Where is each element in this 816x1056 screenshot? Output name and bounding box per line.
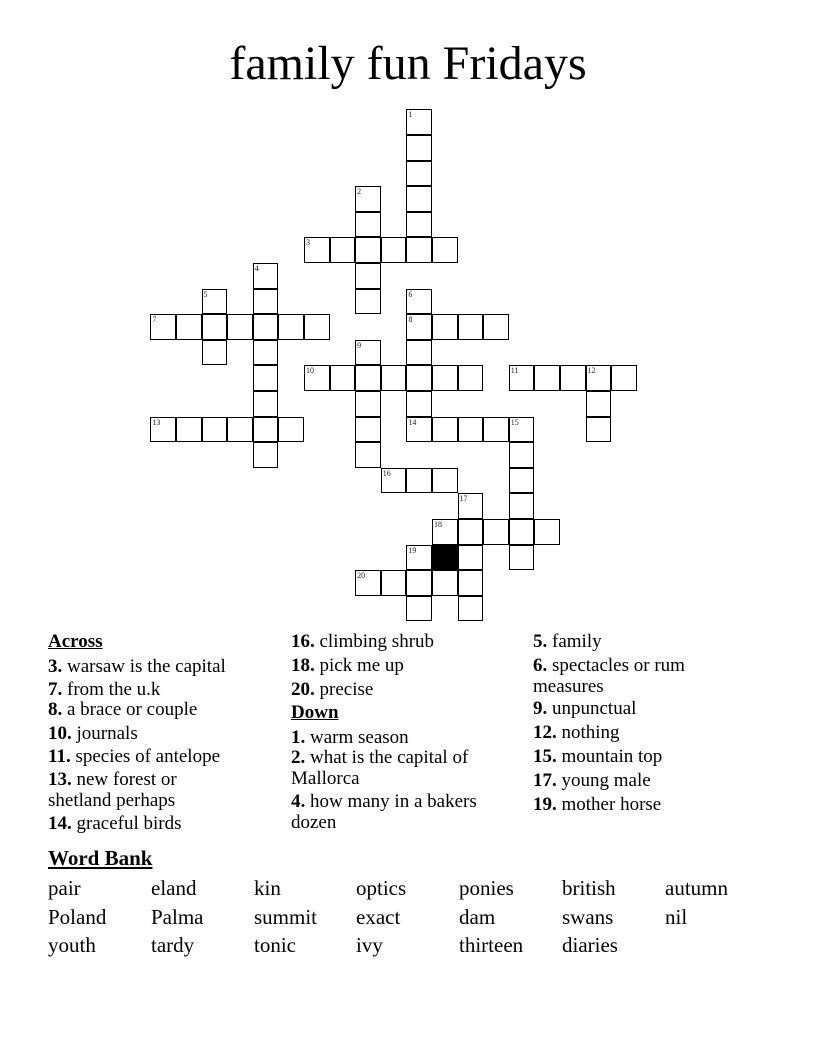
grid-cell[interactable] xyxy=(304,314,330,340)
grid-cell[interactable] xyxy=(432,417,458,443)
grid-cell[interactable] xyxy=(253,365,279,391)
grid-cell[interactable] xyxy=(355,391,381,417)
grid-cell[interactable] xyxy=(202,314,228,340)
grid-cell[interactable] xyxy=(509,519,535,545)
word-bank-word: Palma xyxy=(151,904,204,929)
clue-number: 2 xyxy=(357,187,362,197)
clue-number: 16 xyxy=(382,468,391,478)
word-bank-word: ponies xyxy=(459,876,514,900)
clue-number: 17 xyxy=(459,494,468,504)
clue-down-6: 6. spectacles or rum measures xyxy=(533,655,685,697)
clue-number: 5 xyxy=(203,289,208,299)
clue-down-15: 15. mountain top xyxy=(533,746,663,767)
grid-cell[interactable] xyxy=(381,570,407,596)
clue-across-7: 7. from the u.k xyxy=(48,679,161,700)
clue-across-13: 13. new forest or shetland perhaps xyxy=(48,769,177,811)
word-bank-word: diaries xyxy=(562,933,618,957)
grid-cell[interactable] xyxy=(534,365,560,391)
grid-cell[interactable] xyxy=(586,365,612,391)
grid-cell[interactable] xyxy=(458,570,484,596)
grid-cell[interactable] xyxy=(330,237,356,263)
grid-cell[interactable] xyxy=(560,365,586,391)
grid-cell[interactable] xyxy=(406,161,432,187)
word-bank-title: Word Bank xyxy=(48,846,153,870)
clue-number: 3 xyxy=(305,238,310,248)
grid-cell[interactable] xyxy=(458,417,484,443)
grid-cell[interactable] xyxy=(253,289,279,315)
grid-cell[interactable] xyxy=(253,442,279,468)
word-bank-word: summit xyxy=(254,904,318,929)
grid-cell[interactable] xyxy=(355,442,381,468)
clue-down-19: 19. mother horse xyxy=(533,794,662,815)
word-bank-word: Poland xyxy=(48,904,107,929)
grid-cell[interactable] xyxy=(202,417,228,443)
grid-cell[interactable] xyxy=(355,263,381,289)
word-bank-word: nil xyxy=(665,904,688,929)
grid-cell[interactable] xyxy=(253,263,279,289)
clue-number: 11 xyxy=(510,366,519,376)
grid-cell[interactable] xyxy=(304,365,330,391)
grid-cell[interactable] xyxy=(534,519,560,545)
grid-cell[interactable] xyxy=(304,237,330,263)
grid-cell[interactable] xyxy=(406,135,432,161)
clue-number: 4 xyxy=(254,263,259,273)
clue-number: 1 xyxy=(408,110,413,120)
word-bank-word: swans xyxy=(562,904,614,929)
clue-down-1: 1. warm season xyxy=(291,727,409,748)
clue-down-9: 9. unpunctual xyxy=(533,698,637,719)
word-bank-word: youth xyxy=(48,933,96,957)
grid-cell[interactable] xyxy=(355,340,381,366)
grid-cell[interactable] xyxy=(458,545,484,571)
grid-cell[interactable] xyxy=(355,237,381,263)
grid-cell[interactable] xyxy=(458,493,484,519)
clue-down-17: 17. young male xyxy=(533,770,651,791)
grid-cell[interactable] xyxy=(176,417,202,443)
grid-cell[interactable] xyxy=(150,314,176,340)
clue-across-16: 16. climbing shrub xyxy=(291,631,435,652)
grid-cell[interactable] xyxy=(586,391,612,417)
grid-cell[interactable] xyxy=(509,493,535,519)
clues-column-1 xyxy=(48,630,283,835)
grid-cell[interactable] xyxy=(381,237,407,263)
grid-cell[interactable] xyxy=(406,237,432,263)
grid-cell[interactable] xyxy=(611,365,637,391)
word-bank-word: kin xyxy=(254,876,281,900)
grid-cell[interactable] xyxy=(432,468,458,494)
grid-cell[interactable] xyxy=(406,391,432,417)
grid-cell[interactable] xyxy=(253,417,279,443)
word-bank-word: tonic xyxy=(254,933,296,957)
grid-cell[interactable] xyxy=(432,314,458,340)
grid-cell[interactable] xyxy=(458,596,484,622)
grid-cell[interactable] xyxy=(406,186,432,212)
grid-cell[interactable] xyxy=(202,340,228,366)
clue-across-18: 18. pick me up xyxy=(291,655,404,676)
clue-down-12: 12. nothing xyxy=(533,722,620,743)
grid-cell[interactable] xyxy=(509,468,535,494)
word-bank-word: tardy xyxy=(151,933,195,957)
clue-number: 7 xyxy=(152,315,157,325)
grid-cell[interactable] xyxy=(432,237,458,263)
clue-down-5: 5. family xyxy=(533,631,602,652)
grid-cell[interactable] xyxy=(432,519,458,545)
grid-cell[interactable] xyxy=(458,365,484,391)
grid-cell[interactable] xyxy=(227,314,253,340)
clues-column-2 xyxy=(291,630,516,833)
grid-cell[interactable] xyxy=(355,212,381,238)
grid-cell[interactable] xyxy=(483,417,509,443)
clue-across-14: 14. graceful birds xyxy=(48,813,182,834)
grid-cell[interactable] xyxy=(355,570,381,596)
clues-column-3 xyxy=(533,630,733,816)
black-cell xyxy=(432,545,458,571)
clue-number: 12 xyxy=(587,366,596,376)
grid-cell[interactable] xyxy=(202,289,228,315)
clue-across-3: 3. warsaw is the capital xyxy=(48,656,226,677)
grid-cell[interactable] xyxy=(355,417,381,443)
grid-cell[interactable] xyxy=(406,340,432,366)
grid-cell[interactable] xyxy=(381,365,407,391)
grid-cell[interactable] xyxy=(406,365,432,391)
grid-cell[interactable] xyxy=(509,365,535,391)
grid-cell[interactable] xyxy=(278,417,304,443)
clue-down-4: 4. how many in a bakers dozen xyxy=(291,791,477,833)
across-header: Across xyxy=(48,631,103,652)
grid-cell[interactable] xyxy=(586,417,612,443)
grid-cell[interactable] xyxy=(458,519,484,545)
grid-cell[interactable] xyxy=(381,468,407,494)
grid-cell[interactable] xyxy=(509,442,535,468)
word-bank-word: british xyxy=(562,876,616,900)
clue-number: 6 xyxy=(408,289,413,299)
word-bank-word: dam xyxy=(459,904,496,929)
word-bank-word: exact xyxy=(356,904,401,929)
grid-cell[interactable] xyxy=(406,289,432,315)
grid-cell[interactable] xyxy=(278,314,304,340)
grid-cell[interactable] xyxy=(406,109,432,135)
grid-cell[interactable] xyxy=(406,212,432,238)
clue-across-8: 8. a brace or couple xyxy=(48,699,198,720)
grid-cell[interactable] xyxy=(406,570,432,596)
grid-cell[interactable] xyxy=(483,519,509,545)
grid-cell[interactable] xyxy=(330,365,356,391)
word-bank-word: eland xyxy=(151,876,197,900)
clue-number: 10 xyxy=(305,366,314,376)
clue-number: 8 xyxy=(408,315,413,325)
grid-cell[interactable] xyxy=(509,417,535,443)
clue-across-10: 10. journals xyxy=(48,723,138,744)
grid-cell[interactable] xyxy=(253,391,279,417)
grid-cell[interactable] xyxy=(432,365,458,391)
grid-cell[interactable] xyxy=(176,314,202,340)
clue-across-20: 20. precise xyxy=(291,679,374,700)
grid-cell[interactable] xyxy=(509,545,535,571)
grid-cell[interactable] xyxy=(406,417,432,443)
grid-cell[interactable] xyxy=(483,314,509,340)
grid-cell[interactable] xyxy=(355,186,381,212)
clue-down-2: 2. what is the capital of Mallorca xyxy=(291,747,469,789)
clue-number: 20 xyxy=(357,571,366,581)
grid-cell[interactable] xyxy=(227,417,253,443)
puzzle-title: family fun Fridays xyxy=(229,37,587,90)
grid-cell[interactable] xyxy=(253,314,279,340)
grid-cell[interactable] xyxy=(150,417,176,443)
grid-cell[interactable] xyxy=(406,596,432,622)
grid-cell[interactable] xyxy=(253,340,279,366)
word-bank-word: ivy xyxy=(356,933,383,957)
clue-number: 18 xyxy=(433,519,442,529)
grid-cell[interactable] xyxy=(406,545,432,571)
word-bank-word: autumn xyxy=(665,876,728,900)
down-header: Down xyxy=(291,702,339,723)
clue-number: 9 xyxy=(357,340,362,350)
clue-number: 15 xyxy=(510,417,519,427)
grid-cell[interactable] xyxy=(355,289,381,315)
grid-cell[interactable] xyxy=(406,468,432,494)
clue-number: 13 xyxy=(152,417,161,427)
grid-cell[interactable] xyxy=(355,365,381,391)
word-bank-word: thirteen xyxy=(459,933,524,957)
clue-across-11: 11. species of antelope xyxy=(48,746,221,767)
word-bank-word: pair xyxy=(48,876,81,900)
grid-cell[interactable] xyxy=(406,314,432,340)
grid-cell[interactable] xyxy=(458,314,484,340)
word-bank-word: optics xyxy=(356,876,407,900)
clue-number: 14 xyxy=(408,417,417,427)
grid-cell[interactable] xyxy=(432,570,458,596)
clue-number: 19 xyxy=(408,545,417,555)
